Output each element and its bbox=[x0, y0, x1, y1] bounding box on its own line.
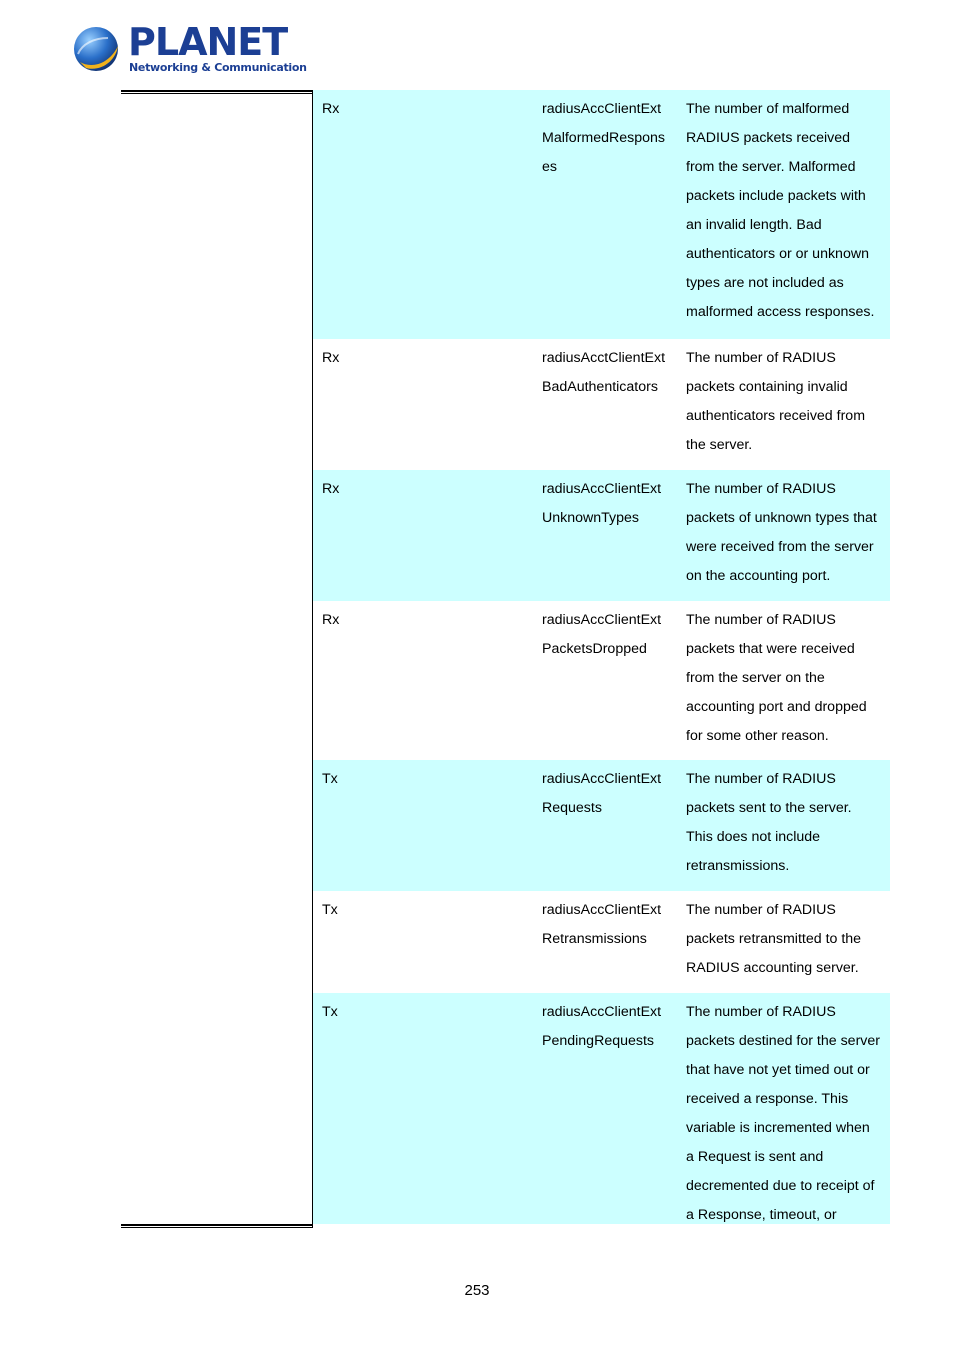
table-row bbox=[313, 891, 890, 993]
direction-cell: Tx bbox=[322, 771, 338, 787]
planet-logo bbox=[72, 20, 307, 78]
table-row bbox=[313, 339, 890, 470]
mib-name-cell: radiusAccClientExt UnknownTypes bbox=[542, 481, 662, 526]
table-left-column bbox=[121, 90, 313, 1228]
table-row bbox=[313, 601, 890, 760]
page-number: 253 bbox=[464, 1282, 490, 1299]
counter-table bbox=[313, 90, 890, 1224]
description-cell: The number of RADIUS packets destined for the server that have not yet timed out or received a response. This variable is incremented when a Request is sent and decremented due to receipt of a Response, timeout, or bbox=[686, 1004, 880, 1223]
globe-icon bbox=[72, 24, 124, 76]
table-row bbox=[313, 993, 890, 1224]
direction-cell: Tx bbox=[322, 1004, 338, 1020]
mib-name-cell: radiusAccClientExt Retransmissions bbox=[542, 902, 662, 947]
description-cell: The number of RADIUS packets containing invalid authenticators received from the server. bbox=[686, 350, 866, 453]
description-cell: The number of RADIUS packets of unknown types that were received from the server on the accounting port. bbox=[686, 481, 877, 584]
direction-cell: Rx bbox=[322, 101, 340, 117]
description-cell: The number of malformed RADIUS packets received from the server. Malformed packets include packets with an invalid length. Bad authenticators or or unknown types are not included as malformed access responses. bbox=[686, 101, 875, 320]
table-row bbox=[313, 760, 890, 891]
mib-name-cell: radiusAcctClientExt BadAuthenticators bbox=[542, 350, 666, 395]
direction-cell: Tx bbox=[322, 902, 338, 918]
direction-cell: Rx bbox=[322, 481, 340, 497]
table-bottom-rule bbox=[121, 1224, 313, 1228]
description-cell: The number of RADIUS packets that were received from the server on the accounting port and dropped for some other reason. bbox=[686, 612, 867, 744]
direction-cell: Rx bbox=[322, 350, 340, 366]
mib-name-cell: radiusAccClientExt MalformedRespons es bbox=[542, 101, 666, 175]
table-row bbox=[313, 470, 890, 601]
brand-name: PLANET bbox=[128, 20, 288, 64]
mib-name-cell: radiusAccClientExt PacketsDropped bbox=[542, 612, 662, 657]
brand-tagline: Networking & Communication bbox=[129, 61, 307, 74]
description-cell: The number of RADIUS packets retransmitted to the RADIUS accounting server. bbox=[686, 902, 862, 976]
mib-name-cell: radiusAccClientExt PendingRequests bbox=[542, 1004, 662, 1049]
description-cell: The number of RADIUS packets sent to the server. This does not include retransmissions. bbox=[686, 771, 852, 874]
mib-name-cell: radiusAccClientExt Requests bbox=[542, 771, 662, 816]
direction-cell: Rx bbox=[322, 612, 340, 628]
table-top-rule bbox=[121, 90, 313, 94]
table-row bbox=[313, 90, 890, 339]
